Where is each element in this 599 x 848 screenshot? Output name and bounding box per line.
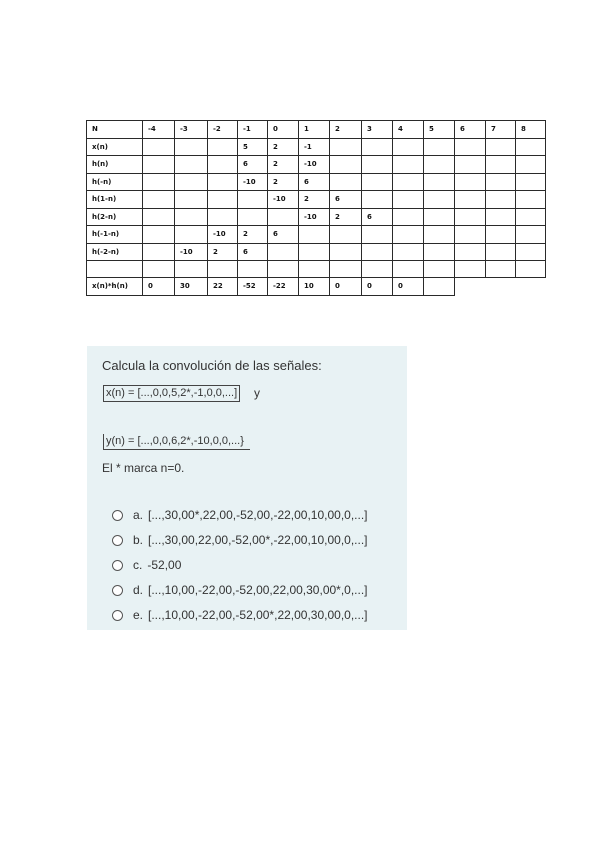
table-cell <box>330 156 362 174</box>
table-cell <box>143 261 175 278</box>
table-cell <box>516 208 546 226</box>
table-cell <box>299 261 330 278</box>
table-cell <box>516 191 546 209</box>
table-cell: -10 <box>268 191 299 209</box>
table-cell: 30 <box>175 278 208 296</box>
table-cell <box>455 156 486 174</box>
table-cell: -1 <box>299 138 330 156</box>
table-cell <box>208 191 238 209</box>
table-cell <box>516 278 546 296</box>
note-text: El * marca n=0. <box>102 461 185 475</box>
table-cell <box>362 243 393 261</box>
option-text: [...,30,00,22,00,-52,00*,-22,00,10,00,0,...] <box>148 533 368 547</box>
table-cell <box>424 261 455 278</box>
table-cell <box>424 156 455 174</box>
table-cell <box>362 261 393 278</box>
option-text: [...,30,00*,22,00,-52,00,-22,00,10,00,0,...] <box>148 508 368 522</box>
table-cell: 22 <box>208 278 238 296</box>
table-blank-row <box>87 261 546 278</box>
table-cell <box>175 138 208 156</box>
table-cell <box>330 138 362 156</box>
table-cell: -10 <box>299 156 330 174</box>
table-row <box>87 226 546 244</box>
table-cell <box>424 173 455 191</box>
connector-text: y <box>254 386 260 400</box>
table-cell <box>486 208 516 226</box>
table-cell <box>208 173 238 191</box>
table-cell <box>424 191 455 209</box>
table-cell <box>268 208 299 226</box>
table-cell <box>143 156 175 174</box>
table-cell: -2 <box>208 121 238 139</box>
table-cell <box>486 191 516 209</box>
option-c[interactable] <box>112 557 181 573</box>
table-cell: 4 <box>393 121 424 139</box>
table-cell <box>486 173 516 191</box>
option-text: [...,10,00,-22,00,-52,00*,22,00,30,00,0,...] <box>148 608 368 622</box>
option-letter: d. <box>133 583 144 597</box>
table-cell <box>455 226 486 244</box>
table-cell <box>393 208 424 226</box>
table-cell <box>143 226 175 244</box>
table-cell: 6 <box>238 243 268 261</box>
table-cell: 3 <box>362 121 393 139</box>
table-cell <box>424 138 455 156</box>
table-cell <box>393 173 424 191</box>
row-label-cell: x(n) <box>87 138 143 156</box>
table-cell <box>208 208 238 226</box>
row-label-cell: h(-1-n) <box>87 226 143 244</box>
row-label-cell <box>87 261 143 278</box>
option-text: -52,00 <box>147 558 182 572</box>
option-letter: c. <box>133 558 143 572</box>
x-signal-formula: x(n) = [...,0,0,5,2*,-1,0,0,...] <box>103 385 240 402</box>
radio-button-icon[interactable] <box>112 535 123 546</box>
table-cell: -10 <box>238 173 268 191</box>
table-cell: -10 <box>175 243 208 261</box>
table-cell <box>516 156 546 174</box>
table-cell: 2 <box>208 243 238 261</box>
table-cell: 6 <box>330 191 362 209</box>
table-cell <box>330 243 362 261</box>
table-cell <box>238 191 268 209</box>
option-letter: a. <box>133 508 144 522</box>
table-cell <box>299 243 330 261</box>
table-cell <box>486 243 516 261</box>
table-cell: 8 <box>516 121 546 139</box>
option-text: [...,10,00,-22,00,-52,00,22,00,30,00*,0,...] <box>148 583 368 597</box>
row-label-cell: h(1-n) <box>87 191 143 209</box>
table-cell <box>268 243 299 261</box>
option-a[interactable] <box>112 507 368 523</box>
table-cell <box>143 243 175 261</box>
table-cell: -10 <box>208 226 238 244</box>
table-cell: 2 <box>299 191 330 209</box>
table-cell <box>362 191 393 209</box>
table-cell <box>393 243 424 261</box>
table-cell <box>268 261 299 278</box>
option-b[interactable] <box>112 532 368 548</box>
question-panel <box>87 346 407 630</box>
table-cell: 2 <box>238 226 268 244</box>
table-cell <box>455 138 486 156</box>
table-cell <box>175 173 208 191</box>
table-cell <box>455 243 486 261</box>
table-header-row <box>87 121 546 139</box>
table-cell: 6 <box>238 156 268 174</box>
table-cell <box>486 138 516 156</box>
option-letter: b. <box>133 533 144 547</box>
table-cell <box>424 278 455 296</box>
table-cell <box>486 278 516 296</box>
table-cell <box>516 261 546 278</box>
table-row <box>87 208 546 226</box>
table-cell <box>393 226 424 244</box>
table-cell: 7 <box>486 121 516 139</box>
table-cell <box>362 226 393 244</box>
option-d[interactable] <box>112 582 368 598</box>
table-cell: 0 <box>393 278 424 296</box>
table-cell: 6 <box>268 226 299 244</box>
table-cell: 2 <box>330 121 362 139</box>
row-label-cell: N <box>87 121 143 139</box>
table-cell <box>238 208 268 226</box>
row-label-cell: h(-n) <box>87 173 143 191</box>
table-cell <box>424 226 455 244</box>
table-cell <box>362 156 393 174</box>
table-cell <box>238 261 268 278</box>
table-cell <box>143 138 175 156</box>
table-cell: 2 <box>268 173 299 191</box>
table-cell <box>175 208 208 226</box>
table-cell <box>330 261 362 278</box>
table-cell: 0 <box>330 278 362 296</box>
radio-button-icon[interactable] <box>112 610 123 621</box>
table-cell <box>455 173 486 191</box>
table-cell <box>393 138 424 156</box>
table-cell <box>208 138 238 156</box>
radio-button-icon[interactable] <box>112 585 123 596</box>
table-cell: 2 <box>268 156 299 174</box>
table-cell: -10 <box>299 208 330 226</box>
table-cell <box>516 243 546 261</box>
table-cell <box>362 173 393 191</box>
table-row <box>87 138 546 156</box>
row-label-cell: x(n)*h(n) <box>87 278 143 296</box>
table-cell: 6 <box>455 121 486 139</box>
table-cell <box>455 208 486 226</box>
table-cell <box>393 156 424 174</box>
table-cell: 0 <box>143 278 175 296</box>
table-cell <box>516 226 546 244</box>
table-cell <box>455 191 486 209</box>
table-cell <box>486 226 516 244</box>
table-cell: 1 <box>299 121 330 139</box>
table-cell <box>175 156 208 174</box>
radio-button-icon[interactable] <box>112 510 123 521</box>
table-cell <box>486 261 516 278</box>
table-cell <box>516 173 546 191</box>
table-cell: 5 <box>424 121 455 139</box>
table-cell <box>330 226 362 244</box>
option-letter: e. <box>133 608 144 622</box>
table-cell: 10 <box>299 278 330 296</box>
table-cell <box>362 138 393 156</box>
table-cell <box>516 138 546 156</box>
table-cell: 2 <box>268 138 299 156</box>
radio-button-icon[interactable] <box>112 560 123 571</box>
table-cell: 6 <box>362 208 393 226</box>
table-cell: 6 <box>299 173 330 191</box>
table-cell <box>486 156 516 174</box>
table-cell <box>143 208 175 226</box>
table-cell <box>175 261 208 278</box>
table-cell <box>455 278 486 296</box>
option-e[interactable] <box>112 607 368 623</box>
table-cell <box>299 226 330 244</box>
table-cell <box>393 191 424 209</box>
table-cell <box>175 226 208 244</box>
table-cell: 0 <box>362 278 393 296</box>
y-signal-formula: y(n) = [...,0,0,6,2*,-10,0,0,...} <box>103 434 250 450</box>
table-row <box>87 278 546 296</box>
row-label-cell: h(2-n) <box>87 208 143 226</box>
table-cell: -52 <box>238 278 268 296</box>
row-label-cell: h(n) <box>87 156 143 174</box>
table-row <box>87 156 546 174</box>
table-cell: 2 <box>330 208 362 226</box>
table-cell <box>143 173 175 191</box>
table-row <box>87 173 546 191</box>
table-cell <box>208 261 238 278</box>
convolution-table <box>86 120 546 296</box>
table-cell: -22 <box>268 278 299 296</box>
table-cell: -3 <box>175 121 208 139</box>
table-cell <box>208 156 238 174</box>
table-cell: -4 <box>143 121 175 139</box>
question-prompt: Calcula la convolución de las señales: <box>102 358 322 373</box>
table-cell: -1 <box>238 121 268 139</box>
table-cell <box>424 243 455 261</box>
table-cell: 5 <box>238 138 268 156</box>
table-cell <box>393 261 424 278</box>
table-cell <box>330 173 362 191</box>
table-cell: 0 <box>268 121 299 139</box>
table-cell <box>175 191 208 209</box>
table-cell <box>424 208 455 226</box>
table-row <box>87 243 546 261</box>
table-cell <box>455 261 486 278</box>
row-label-cell: h(-2-n) <box>87 243 143 261</box>
table-cell <box>143 191 175 209</box>
table-row <box>87 191 546 209</box>
